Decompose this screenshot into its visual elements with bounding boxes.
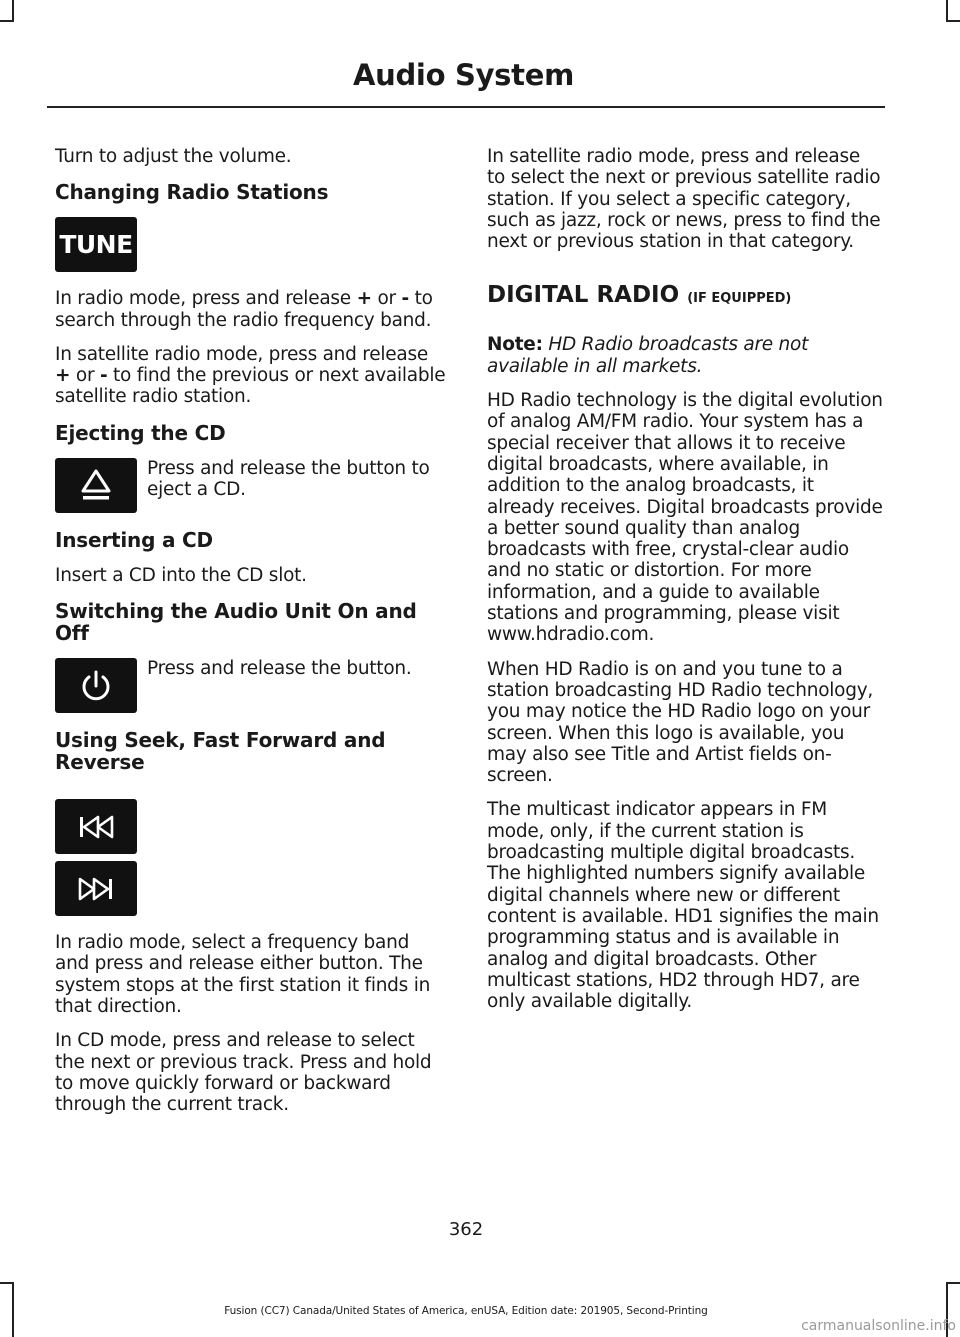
changing-stations-heading: Changing Radio Stations: [55, 180, 329, 205]
power-heading: Switching the Audio Unit On and Off: [55, 599, 417, 646]
eject-icon: [55, 458, 137, 513]
if-equipped-label: (IF EQUIPPED): [687, 291, 792, 307]
satellite-mode-text: In satellite radio mode, press and release + or - to find the previous or next available satellite radio station.: [55, 343, 446, 408]
tune-button-icon: TUNE: [55, 217, 137, 272]
power-icon: [55, 658, 137, 713]
watermark: carmanualsonline.info: [801, 1318, 956, 1334]
radio-mode-text: In radio mode, press and release + or - to search through the radio frequency band.: [55, 288, 433, 331]
page-header-title: Audio System: [352, 58, 574, 92]
left-column: [55, 146, 447, 1128]
power-text: Press and release the button.: [147, 658, 412, 680]
power-row: [55, 658, 447, 713]
seek-back-icon: [55, 799, 137, 854]
satellite-category-text: In satellite radio mode, press and release to select the next or previous satellite radio station. If you select a specific category, such as jazz, rock or news, press to find the next or previous station in that category.: [487, 146, 881, 253]
crop-mark: [12, 0, 14, 22]
seek-heading: Using Seek, Fast Forward and Reverse: [55, 728, 386, 775]
insert-heading: Inserting a CD: [55, 527, 213, 552]
crop-mark: [0, 1282, 14, 1284]
hd-radio-logo-text: When HD Radio is on and you tune to a station broadcasting HD Radio technology, you may notice the HD Radio logo on your screen. When this logo is available, you may also see Title and Artist fields on-screen.: [487, 658, 874, 787]
seek-forward-icon: [55, 861, 137, 916]
note-text: Note: HD Radio broadcasts are not available in all markets.: [487, 334, 809, 377]
digital-radio-heading: DIGITAL RADIO (IF EQUIPPED): [487, 282, 792, 309]
eject-heading: Ejecting the CD: [55, 420, 226, 445]
crop-mark: [946, 1282, 960, 1284]
eject-text: Press and release the button to eject a CD.: [147, 457, 430, 501]
header-rule: [47, 106, 885, 108]
multicast-text: The multicast indicator appears in FM mode, only, if the current station is broadcasting multiple digital broadcasts. The highlighted numbers signify available digital channels where new or different content is available. HD1 signifies the main programming status and is available in analog and digital broadcasts. Other multicast stations, HD2 through HD7, are only available digitally.: [487, 799, 879, 1013]
page-number: 362: [448, 1219, 484, 1240]
crop-mark: [0, 20, 14, 22]
insert-text: Insert a CD into the CD slot.: [55, 564, 307, 586]
seek-cd-text: In CD mode, press and release to select the next or previous track. Press and hold to move quickly forward or backward through the current track.: [55, 1030, 432, 1116]
volume-text: Turn to adjust the volume.: [55, 146, 292, 167]
crop-mark: [946, 20, 960, 22]
hd-radio-intro-text: HD Radio technology is the digital evolution of analog AM/FM radio. Your system has a special receiver that allows it to receive digital broadcasts, where available, in addition to the analog broadcasts, it already receives. Digital broadcasts provide a better sound quality than analog broadcasts with free, crystal-clear audio and no static or distortion. For more information, and a guide to available stations and programming, please visit www.hdradio.com.: [487, 390, 883, 646]
eject-row: [55, 458, 447, 513]
right-column: [487, 146, 883, 1025]
crop-mark: [946, 0, 948, 22]
seek-radio-text: In radio mode, select a frequency band and press and release either button. The system stops at the first station it finds in that direction.: [55, 932, 431, 1017]
tune-icon-block: [55, 217, 447, 272]
edition-footer: Fusion (CC7) Canada/United States of America, enUSA, Edition date: 201905, Second-Printing: [224, 1305, 708, 1317]
